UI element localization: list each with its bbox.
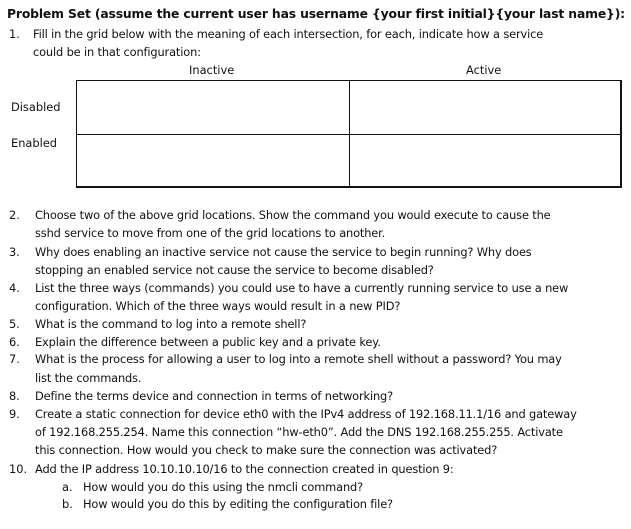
question-3-line-2: stopping an enabled service not cause the service to become disabled?	[35, 263, 434, 277]
question-7-line-2: list the commands.	[35, 371, 142, 385]
question-8-number: 8.	[9, 389, 20, 403]
question-3-line-1: Why does enabling an inactive service not cause the service to begin running? Why does	[35, 245, 532, 259]
grid-cell-enabled-inactive[interactable]	[76, 134, 350, 188]
question-1-line-2: could be in that configuration:	[33, 45, 201, 59]
subquestion-b-text: How would you do this by editing the configuration file?	[83, 497, 393, 511]
question-9-line-1: Create a static connection for device eth0 with the IPv4 address of 192.168.11.1/16 and gateway	[35, 407, 577, 421]
question-4-line-1: List the three ways (commands) you could use to have a currently running service to use a new	[35, 281, 569, 295]
question-9-line-3: this connection. How would you check to make sure the connection was activated?	[35, 443, 498, 457]
question-2-line-2: sshd service to move from one of the grid locations to another.	[35, 226, 386, 240]
question-1-number: 1.	[9, 27, 20, 41]
configuration-grid	[76, 80, 621, 187]
grid-row-header-disabled: Disabled	[11, 100, 61, 114]
grid-cell-disabled-inactive[interactable]	[76, 80, 350, 135]
subquestion-a-label: a.	[62, 480, 73, 494]
grid-column-header-active: Active	[466, 63, 502, 77]
question-3-number: 3.	[9, 245, 20, 259]
question-2-line-1: Choose two of the above grid locations. Show the command you would execute to cause the	[35, 208, 551, 222]
question-9-line-2: of 192.168.255.254. Name this connection “hw-eth0”. Add the DNS 192.168.255.255. Activate	[35, 425, 563, 439]
problem-set-title: Problem Set (assume the current user has username {your first initial}{your last name}):	[7, 6, 625, 21]
subquestion-a-text: How would you do this using the nmcli command?	[83, 480, 363, 494]
question-6-line-1: Explain the difference between a public key and a private key.	[35, 335, 381, 349]
question-5-number: 5.	[9, 317, 20, 331]
question-2-number: 2.	[9, 208, 20, 222]
question-10-number: 10.	[9, 462, 28, 476]
question-4-line-2: configuration. Which of the three ways would result in a new PID?	[35, 299, 401, 313]
question-9-number: 9.	[9, 407, 20, 421]
grid-cell-disabled-active[interactable]	[349, 80, 622, 135]
question-1-line-1: Fill in the grid below with the meaning of each intersection, for each, indicate how a service	[33, 27, 544, 41]
question-7-line-1: What is the process for allowing a user to log into a remote shell without a password? You may	[35, 352, 562, 366]
question-4-number: 4.	[9, 281, 20, 295]
question-7-number: 7.	[9, 352, 20, 366]
question-10-line-1: Add the IP address 10.10.10.10/16 to the connection created in question 9:	[35, 462, 454, 476]
grid-cell-enabled-active[interactable]	[349, 134, 622, 188]
grid-column-header-inactive: Inactive	[189, 63, 235, 77]
question-6-number: 6.	[9, 335, 20, 349]
question-8-line-1: Define the terms device and connection in terms of networking?	[35, 389, 394, 403]
grid-row-header-enabled: Enabled	[11, 136, 58, 150]
question-5-line-1: What is the command to log into a remote shell?	[35, 317, 307, 331]
subquestion-b-label: b.	[62, 497, 73, 511]
